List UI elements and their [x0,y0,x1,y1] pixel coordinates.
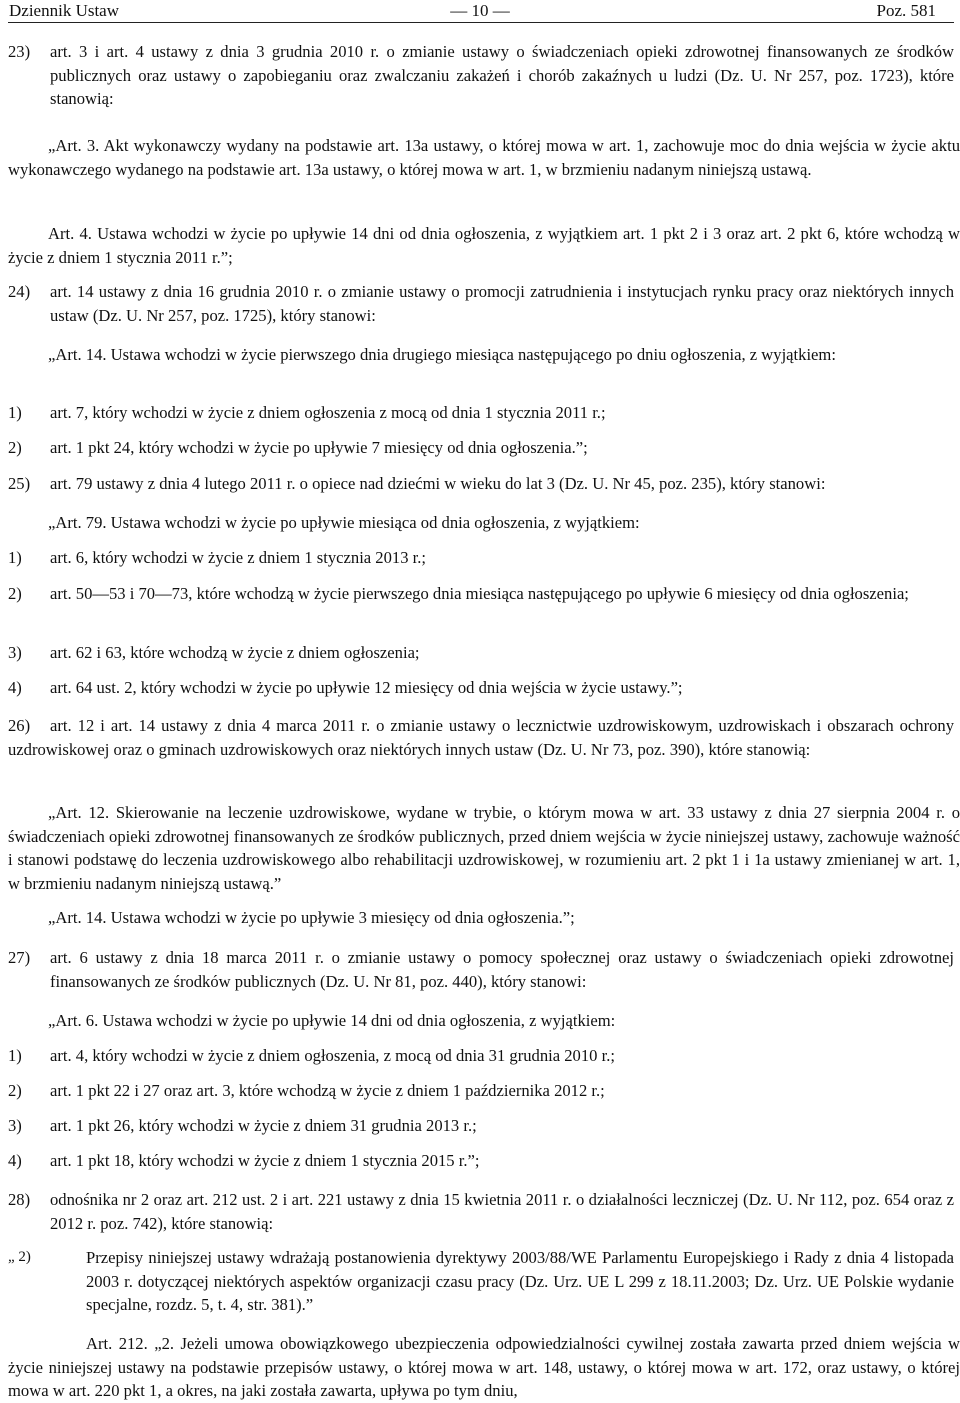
header-rule [8,22,954,23]
quoted-article [8,134,960,181]
item-text: odnośnika nr 2 oraz art. 212 ust. 2 i art. 221 ustawy z dnia 15 kwietnia 2011 r. o działalności leczniczej (Dz. U. Nr 112, poz. 654 oraz z 2012 r. poz. 742), które stanowią: [50,1190,954,1233]
sub-item-text: art. 1 pkt 26, który wchodzi w życie z dniem 31 grudnia 2013 r.; [50,1116,477,1135]
item-number: 23) [8,42,31,61]
sub-item [8,641,954,665]
sub-item-number: 2) [8,584,22,603]
list-item-24 [8,280,954,327]
sub-item [8,1114,954,1138]
position-number: Poz. 581 [876,1,936,20]
sub-item-number: 3) [8,1116,22,1135]
list-item-27 [8,946,954,993]
item-number: 24) [8,282,31,301]
sub-item-number: 4) [8,1151,22,1170]
sub-item [8,546,954,570]
sub-item [8,676,954,700]
sub-item-number: 1) [8,403,22,422]
sub-item-text: art. 1 pkt 22 i 27 oraz art. 3, które wchodzą w życie z dniem 1 października 2012 r.; [50,1081,605,1100]
item-number: 27) [8,948,31,967]
footnote-quote [8,1246,954,1317]
quoted-text: „Art. 6. Ustawa wchodzi w życie po upływie 14 dni od dnia ogłoszenia, z wyjątkiem: [48,1011,616,1030]
list-item-25 [8,472,954,496]
quoted-article [8,222,960,269]
item-text: art. 6 ustawy z dnia 18 marca 2011 r. o zmianie ustawy o pomocy społecznej oraz ustawy o świadczeniach opieki zdrowotnej finansowanych ze środków publicznych (Dz. U. Nr 81, poz. 440), który stanowi: [50,948,954,991]
list-item-26 [8,714,954,761]
quoted-article [8,511,640,535]
quoted-text: „Art. 14. Ustawa wchodzi w życie po upływie 3 miesięcy od dnia ogłoszenia.”; [48,908,575,927]
sub-item [8,582,954,606]
quoted-text: „Art. 14. Ustawa wchodzi w życie pierwszego dnia drugiego miesiąca następującego po dniu ogłoszenia, z wyjątkiem: [48,345,836,364]
sub-item-number: 2) [8,1081,22,1100]
sub-item [8,1079,954,1103]
footnote-text: Przepisy niniejszej ustawy wdrażają postanowienia dyrektywy 2003/88/WE Parlamentu Europejskiego i Rady z dnia 4 listopada 2003 r. dotyczącej niektórych aspektów organizacji czasu pracy (Dz. Urz. UE L 299 z 18.11.2003; Dz. Urz. UE Polskie wydanie specjalne, rozdz. 5, t. 4, str. 381).” [86,1248,954,1314]
quoted-text: „Art. 79. Ustawa wchodzi w życie po upływie miesiąca od dnia ogłoszenia, z wyjątkiem: [48,513,640,532]
sub-item [8,401,954,425]
sub-item-text: art. 7, który wchodzi w życie z dniem ogłoszenia z mocą od dnia 1 stycznia 2011 r.; [50,403,606,422]
list-item-28 [8,1188,954,1235]
list-item-23 [8,40,954,111]
quoted-article [8,801,960,895]
sub-item-text: art. 4, który wchodzi w życie z dniem ogłoszenia, z mocą od dnia 31 grudnia 2010 r.; [50,1046,615,1065]
sub-item [8,1044,954,1068]
item-text: art. 14 ustawy z dnia 16 grudnia 2010 r. o zmianie ustawy o promocji zatrudnienia i instytucjach rynku pracy oraz niektórych innych ustaw (Dz. U. Nr 257, poz. 1725), który stanowi: [50,282,954,325]
page-number: — 10 — [450,1,510,20]
quoted-text: „Art. 12. Skierowanie na leczenie uzdrowiskowe, wydane w trybie, o którym mowa w art. 33 ustawy z dnia 27 sierpnia 2004 r. o świadczeniach opieki zdrowotnej finansowanych ze środków publicznych, przed dniem wejścia w życie niniejszej ustawy, zachowuje ważność i stanowi podstawę do leczenia uzdrowiskowego albo rehabilitacji uzdrowiskowej, w rozumieniu art. 2 pkt 1 i 1a ustawy zmienianej w art. 1, w brzmieniu nadanym niniejszą ustawą.” [8,803,960,893]
sub-item-number: 3) [8,643,22,662]
sub-item-text: art. 64 ust. 2, który wchodzi w życie po upływie 12 miesięcy od dnia wejścia w życie ustawy.”; [50,678,683,697]
item-text: art. 3 i art. 4 ustawy z dnia 3 grudnia 2010 r. o zmianie ustawy o świadczeniach opieki zdrowotnej finansowanych ze środków publicznych oraz ustawy o zapobieganiu oraz zwalczaniu zakażeń i chorób zakaźnych u ludzi (Dz. U. Nr 257, poz. 1723), które stanowią: [50,42,954,108]
footnote-marker: „ 2) [8,1249,31,1265]
quoted-text: Art. 212. „2. Jeżeli umowa obowiązkowego ubezpieczenia odpowiedzialności cywilnej została zawarta przed dniem wejścia w życie niniejszej ustawy na podstawie przepisów ustawy, o której mowa w art. 148, ustawy, o której mowa w art. 172, oraz ustawy, o której mowa w art. 220 pkt 1, a okres, na jaki została zawarta, upływa po tym dniu, [8,1334,960,1400]
item-text: art. 79 ustawy z dnia 4 lutego 2011 r. o opiece nad dziećmi w wieku do lat 3 (Dz. U. Nr 45, poz. 235), który stanowi: [50,474,826,493]
sub-item [8,436,954,460]
sub-item-text: art. 50—53 i 70—73, które wchodzą w życie pierwszego dnia miesiąca następującego po upływie 6 miesięcy od dnia ogłoszenia; [50,584,909,603]
sub-item-number: 2) [8,438,22,457]
quoted-text: „Art. 3. Akt wykonawczy wydany na podstawie art. 13a ustawy, o której mowa w art. 1, zachowuje moc do dnia wejścia w życie aktu wykonawczego wydanego na podstawie art. 13a ustawy, o której mowa w art. 1, w brzmieniu nadanym niniejszą ustawą. [8,136,960,179]
sub-item-text: art. 62 i 63, które wchodzą w życie z dniem ogłoszenia; [50,643,420,662]
quoted-text: Art. 4. Ustawa wchodzi w życie po upływie 14 dni od dnia ogłoszenia, z wyjątkiem art. 1 pkt 2 i 3 oraz art. 2 pkt 6, które wchodzą w życie z dniem 1 stycznia 2011 r.”; [8,224,960,267]
quoted-article [8,906,575,930]
quoted-article [8,1332,960,1403]
item-number: 25) [8,474,31,493]
sub-item-number: 4) [8,678,22,697]
sub-item [8,1149,954,1173]
quoted-article [8,1009,615,1033]
sub-item-number: 1) [8,548,22,567]
sub-item-number: 1) [8,1046,22,1065]
sub-item-text: art. 1 pkt 18, który wchodzi w życie z dniem 1 stycznia 2015 r.”; [50,1151,480,1170]
item-number: 26) [8,716,31,735]
item-text: art. 12 i art. 14 ustawy z dnia 4 marca 2011 r. o zmianie ustawy o lecznictwie uzdrowiskowym, uzdrowiskach i obszarach ochrony uzdrowiskowej oraz o gminach uzdrowiskowych oraz niektórych innych ustaw (Dz. U. Nr 73, poz. 390), które stanowią: [8,716,954,759]
journal-title: Dziennik Ustaw [9,1,120,20]
item-number: 28) [8,1190,31,1209]
quoted-article [8,343,836,367]
sub-item-text: art. 6, który wchodzi w życie z dniem 1 stycznia 2013 r.; [50,548,427,567]
sub-item-text: art. 1 pkt 24, który wchodzi w życie po upływie 7 miesięcy od dnia ogłoszenia.”; [50,438,588,457]
